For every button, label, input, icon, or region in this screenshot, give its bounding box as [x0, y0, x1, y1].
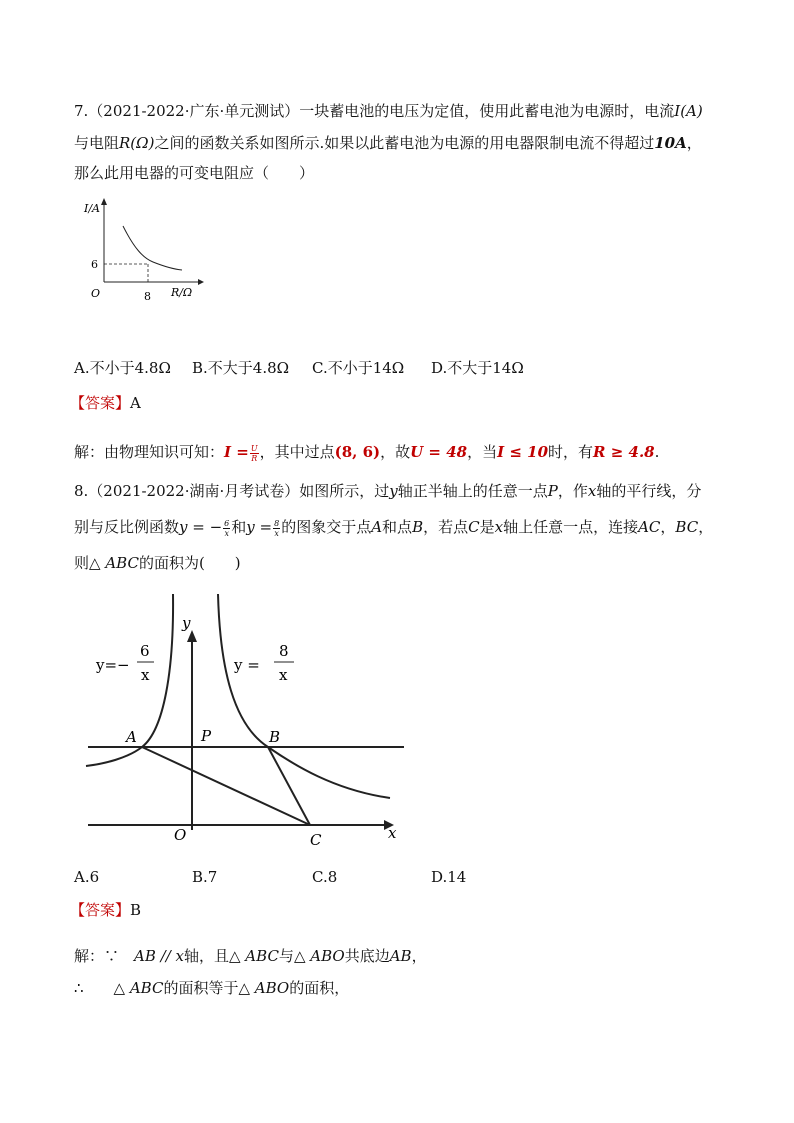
q8-right-func-den: x — [279, 666, 288, 684]
q7-y-label: I/A — [84, 202, 100, 215]
q7-answer: 【答案】A — [70, 394, 141, 412]
q7-x-tick: 8 — [144, 290, 151, 303]
q8-option-b[interactable]: B.7 — [192, 868, 218, 886]
q7-x-arrow-icon — [198, 279, 204, 285]
q8-left-func-den: x — [141, 666, 150, 684]
q7-x-label: R/Ω — [171, 286, 193, 299]
q7-curve — [123, 226, 182, 270]
q8-answer: 【答案】B — [70, 901, 142, 919]
q8-origin-label: O — [174, 826, 187, 844]
q8-frac-8-x: $\frac{8}{x}$ — [274, 518, 280, 538]
q8-point-a-label: A — [126, 728, 137, 746]
q7-option-d[interactable]: D.不大于14Ω — [431, 359, 524, 377]
q7-option-b[interactable]: B.不大于4.8Ω — [192, 359, 290, 377]
q8-graph — [84, 590, 404, 850]
q7-y-tick: 6 — [91, 258, 98, 271]
q8-point-p-label: P — [201, 727, 212, 745]
q7-origin: O — [91, 287, 101, 300]
q7-solution: 解：由物理知识可知：I = $\frac{U}{R}$ ，其中过点(8, 6)，故U = 48，当I ≤ 10时，有R ≥ 4.8. — [74, 443, 660, 463]
q8-y-axis-label: y — [182, 614, 191, 632]
q8-right-func-num: 8 — [279, 642, 289, 660]
q8-solution-line-1: 解：∵ AB // x轴，且△ ABC与△ ABO共底边AB， — [74, 947, 427, 965]
q7-y-arrow-icon — [101, 198, 107, 205]
q8-curve-right — [218, 594, 390, 798]
q8-solution-line-2: ∴ △ ABC的面积等于△ ABO的面积， — [74, 979, 350, 997]
q7-graph — [68, 196, 208, 306]
q8-left-func-label: y=− — [96, 656, 130, 674]
q8-line-1: 8.（2021-2022·湖南·月考试卷）如图所示，过y轴正半轴上的任意一点P，作x轴的平行线，分 — [74, 482, 702, 500]
q8-option-a[interactable]: A.6 — [74, 868, 100, 886]
q7-line-1: 7.（2021-2022·广东·单元测试）一块蓄电池的电压为定值，使用此蓄电池为电源时，电流I(A) — [74, 102, 703, 120]
q8-point-c-label: C — [310, 831, 322, 849]
q8-x-axis-label: x — [388, 824, 397, 842]
q8-line-3: 则△ ABC的面积为( ) — [74, 554, 241, 572]
q7-line-3: 那么此用电器的可变电阻应（ ） — [74, 164, 315, 182]
q8-segment-bc — [268, 747, 310, 825]
q8-line-2: 别与反比例函数y = − $\frac{6}{x}$ 和y = $\frac{8}{x}$ 的图象交于点A和点B，若点C是x轴上任意一点，连接AC，BC， — [74, 518, 714, 538]
q7-frac-u-r: $\frac{U}{R}$ — [250, 443, 258, 463]
q8-right-func-label: y = — [234, 656, 260, 674]
q7-line-2: 与电阻R(Ω)之间的函数关系如图所示.如果以此蓄电池为电源的用电器限制电流不得超过10A， — [74, 134, 702, 152]
q8-option-d[interactable]: D.14 — [431, 868, 467, 886]
q8-point-b-label: B — [269, 728, 281, 746]
q8-left-func-num: 6 — [140, 642, 150, 660]
q8-frac-6-x: $\frac{6}{x}$ — [224, 518, 230, 538]
q8-option-c[interactable]: C.8 — [312, 868, 338, 886]
q7-option-c[interactable]: C.不小于14Ω — [312, 359, 405, 377]
q7-option-a[interactable]: A.不小于4.8Ω — [74, 359, 171, 377]
